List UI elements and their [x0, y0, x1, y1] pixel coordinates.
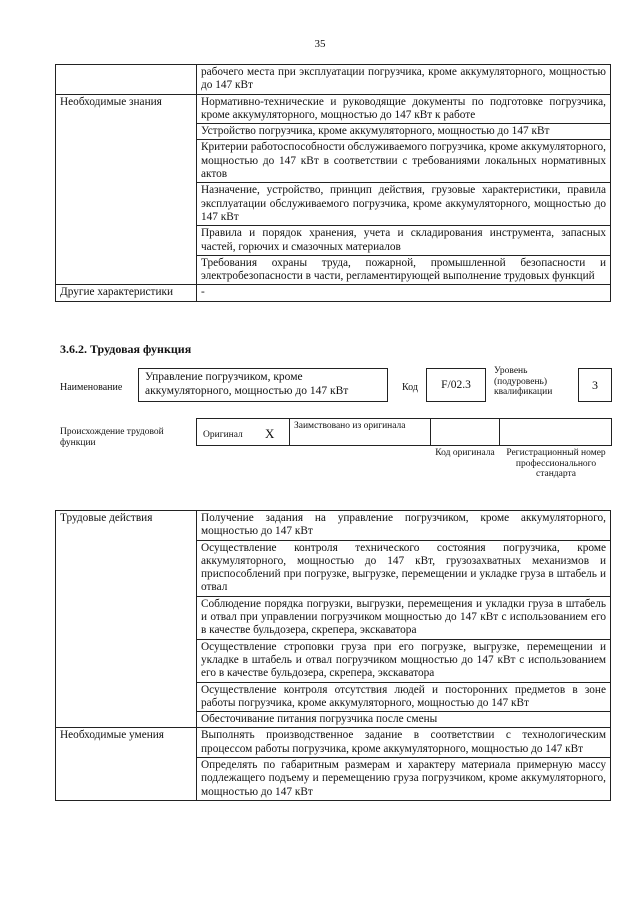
table-cell: Обесточивание питания погрузчика после смены	[197, 712, 611, 728]
table-row	[56, 728, 611, 758]
page-number: 35	[314, 38, 326, 50]
table-cell: Получение задания на управление погрузчиком, кроме аккумуляторного, мощностью до 147 кВт	[197, 511, 611, 541]
table-cell: Устройство погрузчика, кроме аккумуляторного, мощностью до 147 кВт	[197, 124, 611, 140]
table-cell: Назначение, устройство, принцип действия, грузовые характеристики, правила эксплуатации обслуживаемого погрузчика, кроме аккумуляторного, мощностью до 147 кВт	[197, 183, 611, 226]
code-original-box	[430, 418, 500, 446]
original-mark: X	[265, 426, 275, 441]
function-name: Управление погрузчиком, кроме аккумуляторного, мощностью до 147 кВт	[138, 368, 388, 402]
borrowed-cell: Заимствовано из оригинала	[289, 418, 431, 446]
knowledge-table	[55, 64, 611, 302]
origin-label: Происхождение трудовой функции	[60, 427, 164, 448]
table-cell: рабочего места при эксплуатации погрузчика, кроме аккумуляторного, мощностью до 147 кВт	[197, 65, 611, 95]
row-label-actions: Трудовые действия	[56, 511, 197, 728]
table-cell: Правила и порядок хранения, учета и складирования инструмента, запасных частей, горючих и смазочных материалов	[197, 226, 611, 256]
table-cell: Определять по габаритным размерам и характеру материала примерную массу подлежащего подъему и перемещению груза погрузчиком, кроме аккумуляторного, мощностью до 147 кВт	[197, 758, 611, 801]
table-cell: Требования охраны труда, пожарной, промышленной безопасности и электробезопасности в части, регламентирующей выполнение трудовых функций	[197, 255, 611, 285]
original-text: Оригинал	[203, 430, 243, 440]
level-value: 3	[578, 368, 612, 402]
reg-number-caption: Регистрационный номер профессионального стандарта	[506, 448, 606, 479]
code-label: Код	[402, 382, 418, 393]
section-title: 3.6.2. Трудовая функция	[60, 342, 192, 356]
level-label: Уровень (подуровень) квалификации	[494, 366, 553, 397]
row-label-other: Другие характеристики	[56, 285, 197, 301]
table-cell: Осуществление строповки груза при его погрузке, выгрузке, перемещении и укладке в штабель и отвал погрузчиком мощностью до 147 кВт с использованием его в качестве бульдозера, скрепера, экскаватора	[197, 639, 611, 682]
original-cell	[196, 418, 290, 446]
table-cell: Выполнять производственное задание в соответствии с технологическим процессом работы погрузчика, кроме аккумуляторного, мощностью до 147 кВт	[197, 728, 611, 758]
table-cell: Нормативно-технические и руководящие документы по подготовке погрузчика, кроме аккумуляторного, мощностью до 147 кВт к работе	[197, 94, 611, 124]
table-row	[56, 94, 611, 124]
row-label	[56, 65, 197, 95]
row-label-skills: Необходимые умения	[56, 728, 197, 800]
table-cell: -	[197, 285, 611, 301]
reg-number-box	[499, 418, 612, 446]
table-cell: Критерии работоспособности обслуживаемого погрузчика, кроме аккумуляторного, мощностью до 147 кВт в соответствии с требованиями локальных нормативных актов	[197, 140, 611, 183]
name-label: Наименование	[60, 382, 123, 393]
table-cell: Осуществление контроля отсутствия людей и посторонних предметов в зоне работы погрузчика, кроме аккумуляторного, мощностью до 147 кВт	[197, 682, 611, 712]
table-row	[56, 65, 611, 95]
table-cell: Соблюдение порядка погрузки, выгрузки, перемещения и укладки груза в штабель и отвал при управлении погрузчиком мощностью до 147 кВт с использованием его в качестве бульдозера, скрепера, экскаватора	[197, 596, 611, 639]
table-row	[56, 285, 611, 301]
code-original-caption: Код оригинала	[435, 448, 495, 458]
function-code: F/02.3	[426, 368, 486, 402]
row-label-knowledge: Необходимые знания	[56, 94, 197, 285]
table-row	[56, 511, 611, 541]
table-cell: Осуществление контроля технического состояния погрузчика, кроме аккумуляторного, мощностью до 147 кВт, грузозахватных механизмов и приспособлений при погрузке, выгрузке, перемещении и укладке груза в штабель и отвал	[197, 540, 611, 596]
actions-table	[55, 510, 611, 801]
